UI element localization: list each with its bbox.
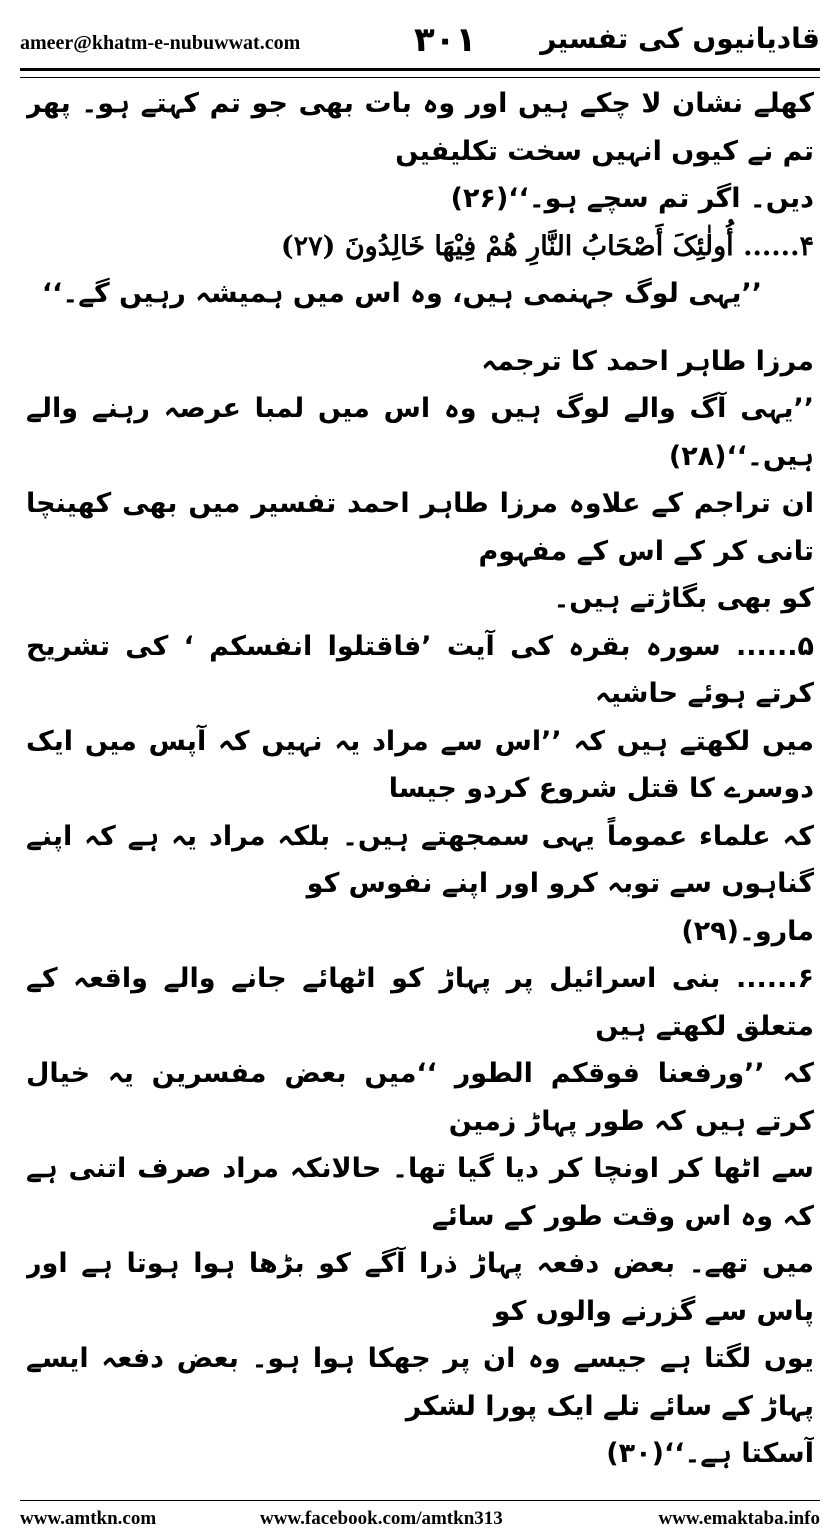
text-line: آسکتا ہے۔‘‘(۳۰) (606, 1438, 814, 1469)
section-heading: مرزا طاہر احمد کا ترجمہ (481, 345, 814, 377)
footer-link-amtkn[interactable]: www.amtkn.com (20, 1508, 157, 1529)
page-body (26, 80, 814, 1470)
page-number: ۳۰۱ (414, 20, 477, 60)
text-line: ’’یہی آگ والے لوگ ہیں وہ اس میں لمبا عرصہ رہنے والے ہیں۔‘‘(۲۸) (26, 393, 814, 472)
translation-line: ’’یہی لوگ جہنمی ہیں، وہ اس میں ہمیشہ رہیں گے۔‘‘ (41, 278, 762, 309)
book-title: قادیانیوں کی تفسیر (540, 22, 820, 55)
text-line: ۶...... بنی اسرائیل پر پہاڑ کو اٹھائے جانے والے واقعہ کے متعلق لکھتے ہیں (26, 963, 814, 1042)
text-line: دیں۔ اگر تم سچے ہو۔‘‘(۲۶) (450, 183, 814, 214)
page-footer (20, 1508, 820, 1534)
text-line: میں تھے۔ بعض دفعہ پہاڑ ذرا آگے کو بڑھا ہوا ہوتا ہے اور پاس سے گزرنے والوں کو (26, 1248, 814, 1327)
footer-rule (20, 1500, 820, 1501)
text-line: میں لکھتے ہیں کہ ’’اس سے مراد یہ نہیں کہ آپس میں ایک دوسرے کا قتل شروع کردو جیسا (26, 725, 814, 804)
text-line: کو بھی بگاڑتے ہیں۔ (553, 583, 814, 614)
header-rule (20, 68, 820, 78)
text-line: کھلے نشان لا چکے ہیں اور وہ بات بھی جو تم کہتے ہو۔ پھر تم نے کیوں انہیں سخت تکلیفیں (26, 88, 814, 167)
text-line: سے اٹھا کر اونچا کر دیا گیا تھا۔ حالانکہ مراد صرف اتنی ہے کہ وہ اس وقت طور کے سائے (26, 1153, 814, 1232)
text-line: کہ ’’ورفعنا فوقکم الطور ‘‘میں بعض مفسرین یہ خیال کرتے ہیں کہ طور پہاڑ زمین (26, 1058, 814, 1137)
text-line: ۵...... سورہ بقرہ کی آیت ’فاقتلوا انفسکم ‘ کی تشریح کرتے ہوئے حاشیہ (26, 630, 814, 709)
footer-link-emaktaba[interactable]: www.emaktaba.info (658, 1508, 820, 1529)
header-email: ameer@khatm-e-nubuwwat.com (20, 32, 301, 54)
text-line: ان تراجم کے علاوہ مرزا طاہر احمد تفسیر میں بھی کھینچا تانی کر کے اس کے مفہوم (26, 488, 814, 567)
text-line: یوں لگتا ہے جیسے وہ ان پر جھکا ہوا ہو۔ بعض دفعہ ایسے پہاڑ کے سائے تلے ایک پورا لشکر (26, 1343, 814, 1422)
text-line: مارو۔(۲۹) (681, 915, 814, 947)
verse-line: ۴...... أُولٰئِکَ أَصْحَابُ النَّارِ هُمْ فِیْهَا خَالِدُونَ (۲۷) (280, 230, 814, 262)
page-header (20, 18, 820, 68)
footer-link-facebook[interactable]: www.facebook.com/amtkn313 (260, 1508, 503, 1529)
text-line: کہ علماء عموماً یہی سمجھتے ہیں۔ بلکہ مراد یہ ہے کہ اپنے گناہوں سے توبہ کرو اور اپنے نفوس کو (26, 820, 814, 899)
